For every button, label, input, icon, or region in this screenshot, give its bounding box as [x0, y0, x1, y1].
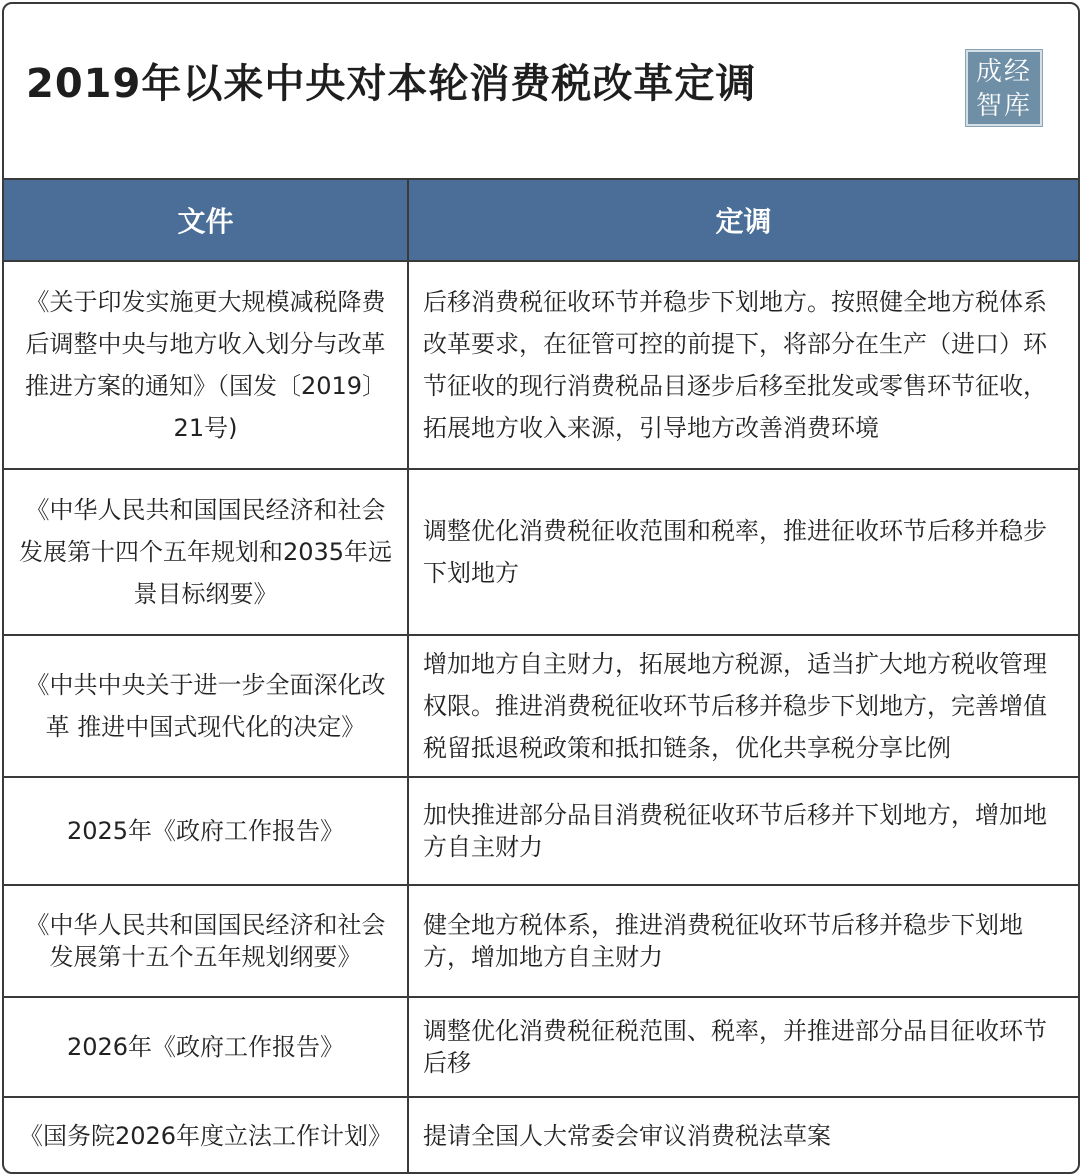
page-title: 2019年以来中央对本轮消费税改革定调 [26, 61, 757, 107]
table-row [4, 1097, 1078, 1173]
logo-line-2: 智库 [975, 91, 1032, 121]
document-cell: 《国务院2026年度立法工作计划》 [4, 1097, 408, 1173]
document-cell: 《中华人民共和国国民经济和社会发展第十四个五年规划和2035年远景目标纲要》 [4, 469, 408, 635]
tone-cell: 加快推进部分品目消费税征收环节后移并下划地方，增加地方自主财力 [408, 777, 1078, 885]
table-row [4, 885, 1078, 997]
document-cell: 2025年《政府工作报告》 [4, 777, 408, 885]
tone-cell: 后移消费税征收环节并稳步下划地方。按照健全地方税体系改革要求，在征管可控的前提下，将部分在生产（进口）环节征收的现行消费税品目逐步后移至批发或零售环节征收，拓展地方收入来源，引导地方改善消费环境 [408, 261, 1078, 469]
tone-cell: 提请全国人大常委会审议消费税法草案 [423, 1121, 831, 1150]
brand-logo-seal [966, 50, 1042, 126]
table-row [4, 635, 1078, 777]
document-cell: 2026年《政府工作报告》 [4, 997, 408, 1097]
tone-cell: 调整优化消费税征税范围、税率，并推进部分品目征收环节后移 [408, 997, 1078, 1097]
document-cell: 《中华人民共和国国民经济和社会发展第十五个五年规划纲要》 [4, 885, 408, 997]
logo-line-1: 成经 [975, 57, 1032, 87]
tone-cell: 增加地方自主财力，拓展地方税源，适当扩大地方税收管理权限。推进消费税征收环节后移并稳步下划地方，完善增值税留抵退税政策和抵扣链条，优化共享税分享比例 [408, 635, 1078, 777]
header-document: 文件 [4, 180, 408, 261]
header-tone: 定调 [408, 180, 1078, 261]
table-row [4, 777, 1078, 885]
table-row [4, 261, 1078, 469]
table-row [4, 469, 1078, 635]
tone-cell: 健全地方税体系，推进消费税征收环节后移并稳步下划地方，增加地方自主财力 [408, 885, 1078, 997]
document-cell: 《中共中央关于进一步全面深化改革 推进中国式现代化的决定》 [4, 635, 408, 777]
title-area [4, 4, 1078, 180]
document-cell: 《关于印发实施更大规模减税降费后调整中央与地方收入划分与改革推进方案的通知》（国发〔2019〕21号) [4, 261, 408, 469]
tone-cell: 调整优化消费税征收范围和税率，推进征收环节后移并稳步下划地方 [408, 469, 1078, 635]
policy-table [4, 180, 1078, 1173]
document-frame [2, 2, 1080, 1174]
table-header-row [4, 180, 1078, 261]
table-row [4, 997, 1078, 1097]
